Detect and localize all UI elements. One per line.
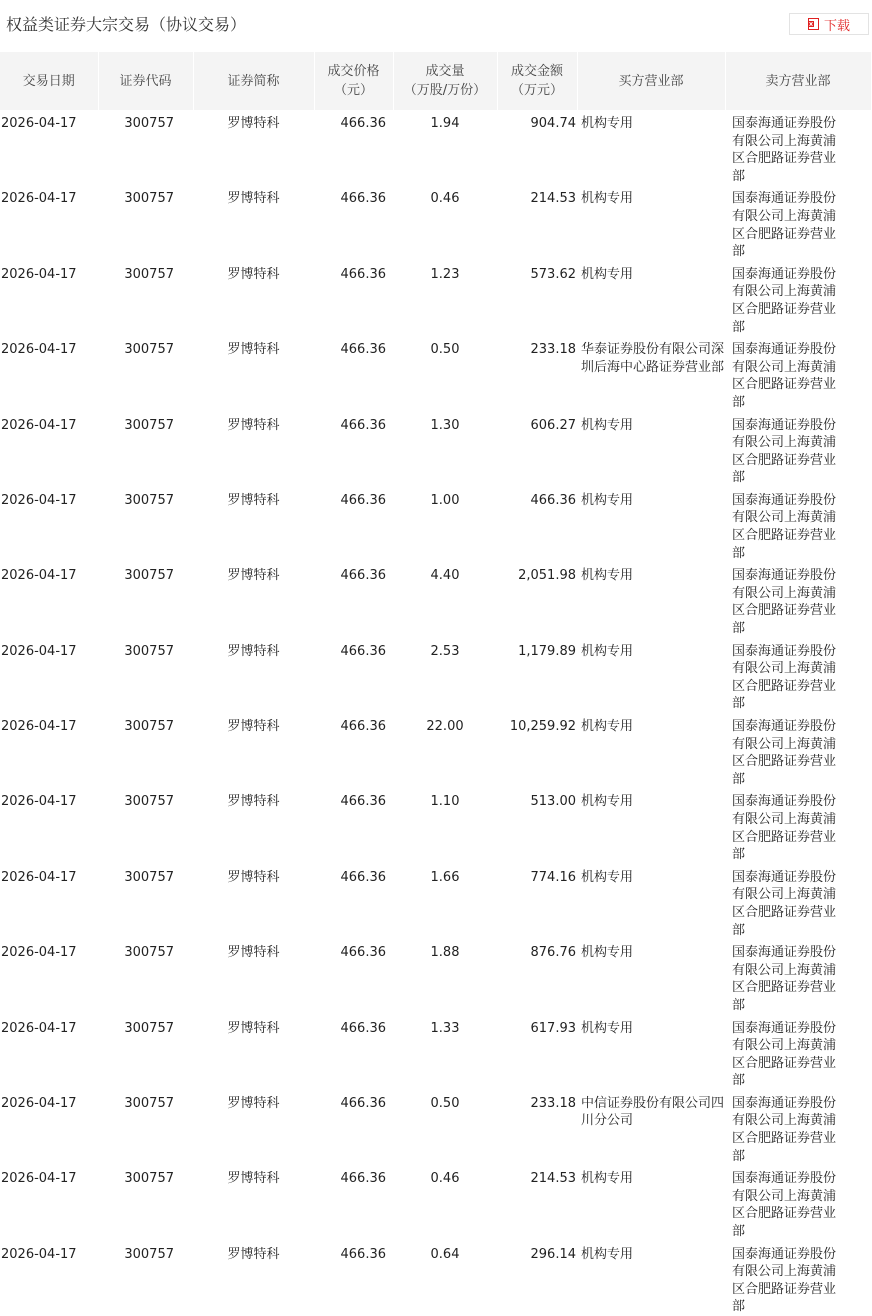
cell-name: 罗博特科 [227, 1020, 280, 1036]
cell-volume: 1.94 [430, 116, 460, 131]
cell-code: 300757 [124, 342, 174, 358]
column-header-label: 卖方营业部 [765, 73, 831, 89]
cell-volume: 2.53 [430, 643, 460, 659]
column-header-price [314, 52, 393, 110]
cell-amount: 1,179.89 [518, 643, 576, 659]
cell-name: 罗博特科 [227, 945, 280, 961]
column-header-date [0, 52, 98, 110]
cell-volume: 1.33 [430, 1020, 460, 1036]
block-trade-table [0, 52, 872, 1316]
cell-seller: 国泰海通证券股份有限公司上海黄浦区合肥路证券营业部 [732, 794, 837, 863]
cell-date: 2026-04-17 [1, 492, 77, 508]
cell-seller: 国泰海通证券股份有限公司上海黄浦区合肥路证券营业部 [732, 1171, 837, 1240]
cell-date: 2026-04-17 [1, 945, 77, 961]
cell-amount: 214.53 [530, 191, 576, 207]
column-header-label: （元） [333, 83, 373, 98]
cell-volume: 1.66 [430, 869, 460, 885]
cell-code: 300757 [124, 945, 174, 961]
cell-volume: 1.10 [430, 794, 460, 810]
table-row [0, 110, 871, 185]
table-row [0, 1015, 871, 1090]
cell-name: 罗博特科 [227, 342, 280, 358]
column-header-label: 买方营业部 [618, 73, 684, 89]
cell-code: 300757 [124, 1171, 174, 1187]
cell-seller: 国泰海通证券股份有限公司上海黄浦区合肥路证券营业部 [732, 719, 837, 787]
cell-buyer: 机构专用 [581, 1171, 634, 1187]
cell-volume: 1.88 [430, 945, 460, 961]
cell-price: 466.36 [340, 794, 386, 810]
cell-code: 300757 [124, 1095, 174, 1111]
cell-seller: 国泰海通证券股份有限公司上海黄浦区合肥路证券营业部 [732, 417, 837, 486]
cell-buyer: 机构专用 [581, 1020, 634, 1036]
cell-amount: 296.14 [530, 1246, 576, 1262]
cell-seller: 国泰海通证券股份有限公司上海黄浦区合肥路证券营业部 [732, 492, 837, 561]
cell-price: 466.36 [340, 945, 386, 961]
table-row [0, 1090, 871, 1165]
cell-code: 300757 [124, 719, 174, 734]
cell-code: 300757 [124, 643, 174, 659]
cell-buyer: 机构专用 [581, 568, 634, 584]
cell-name: 罗博特科 [227, 266, 280, 282]
cell-date: 2026-04-17 [1, 116, 77, 131]
cell-seller: 国泰海通证券股份有限公司上海黄浦区合肥路证券营业部 [732, 191, 837, 260]
cell-buyer: 机构专用 [581, 266, 634, 282]
table-row [0, 864, 871, 939]
cell-code: 300757 [124, 417, 174, 433]
cell-volume: 4.40 [430, 568, 460, 584]
column-header-label: （万元） [510, 83, 563, 98]
excel-file-icon [808, 18, 819, 30]
download-button[interactable] [789, 13, 869, 35]
cell-price: 466.36 [340, 1020, 386, 1036]
cell-date: 2026-04-17 [1, 342, 77, 358]
cell-date: 2026-04-17 [1, 1020, 77, 1036]
cell-date: 2026-04-17 [1, 1246, 77, 1262]
cell-name: 罗博特科 [227, 869, 280, 885]
cell-code: 300757 [124, 1020, 174, 1036]
table-header-row [0, 52, 871, 110]
cell-amount: 466.36 [530, 492, 576, 508]
cell-buyer: 中信证券股份有限公司四川分公司 [581, 1095, 725, 1129]
cell-volume: 0.50 [430, 342, 460, 358]
cell-code: 300757 [124, 492, 174, 508]
column-header-volume [393, 52, 497, 110]
cell-seller: 国泰海通证券股份有限公司上海黄浦区合肥路证券营业部 [732, 1095, 837, 1164]
cell-date: 2026-04-17 [1, 1095, 77, 1111]
cell-price: 466.36 [340, 266, 386, 282]
column-header-label: 成交金额 [510, 64, 563, 79]
column-header-buyer [577, 52, 725, 110]
cell-buyer: 机构专用 [581, 191, 634, 207]
cell-name: 罗博特科 [227, 719, 280, 734]
table-row [0, 562, 871, 637]
cell-volume: 22.00 [426, 719, 464, 734]
cell-volume: 1.30 [430, 417, 460, 433]
cell-code: 300757 [124, 266, 174, 282]
cell-amount: 2,051.98 [518, 568, 576, 584]
cell-price: 466.36 [340, 492, 386, 508]
cell-price: 466.36 [340, 1095, 386, 1111]
table-row [0, 638, 871, 713]
cell-date: 2026-04-17 [1, 1171, 77, 1187]
cell-name: 罗博特科 [227, 116, 280, 131]
table-row [0, 788, 871, 863]
cell-price: 466.36 [340, 719, 386, 734]
cell-seller: 国泰海通证券股份有限公司上海黄浦区合肥路证券营业部 [732, 869, 837, 938]
cell-price: 466.36 [340, 191, 386, 207]
cell-name: 罗博特科 [227, 643, 280, 659]
cell-code: 300757 [124, 1246, 174, 1262]
table-body [0, 110, 871, 1316]
cell-name: 罗博特科 [227, 417, 280, 433]
table-row [0, 336, 871, 411]
cell-buyer: 机构专用 [581, 945, 634, 961]
page-title: 权益类证券大宗交易（协议交易） [6, 15, 247, 34]
table-row [0, 487, 871, 562]
cell-price: 466.36 [340, 342, 386, 358]
table-row [0, 713, 871, 788]
column-header-label: （万股/万份） [403, 83, 487, 98]
table-row [0, 939, 871, 1014]
cell-date: 2026-04-17 [1, 794, 77, 810]
cell-amount: 876.76 [530, 945, 576, 961]
cell-name: 罗博特科 [227, 1171, 280, 1187]
table-row [0, 1241, 871, 1316]
cell-amount: 573.62 [530, 266, 576, 282]
cell-amount: 513.00 [530, 794, 576, 810]
cell-seller: 国泰海通证券股份有限公司上海黄浦区合肥路证券营业部 [732, 1020, 837, 1089]
cell-amount: 10,259.92 [509, 719, 576, 734]
cell-date: 2026-04-17 [1, 869, 77, 885]
cell-seller: 国泰海通证券股份有限公司上海黄浦区合肥路证券营业部 [732, 643, 837, 712]
cell-volume: 1.23 [430, 266, 460, 282]
cell-code: 300757 [124, 191, 174, 207]
cell-seller: 国泰海通证券股份有限公司上海黄浦区合肥路证券营业部 [732, 116, 837, 184]
table-row [0, 412, 871, 487]
cell-date: 2026-04-17 [1, 568, 77, 584]
cell-code: 300757 [124, 794, 174, 810]
cell-buyer: 机构专用 [581, 1246, 634, 1262]
column-header-label: 证券代码 [119, 73, 172, 89]
cell-amount: 617.93 [530, 1020, 576, 1036]
table-row [0, 185, 871, 260]
cell-amount: 606.27 [530, 417, 576, 433]
cell-name: 罗博特科 [227, 1095, 280, 1111]
cell-amount: 233.18 [530, 342, 576, 358]
column-header-seller [725, 52, 871, 110]
cell-price: 466.36 [340, 1171, 386, 1187]
cell-price: 466.36 [340, 643, 386, 659]
cell-date: 2026-04-17 [1, 643, 77, 659]
cell-buyer: 机构专用 [581, 719, 634, 734]
cell-price: 466.36 [340, 116, 386, 131]
column-header-label: 成交量 [425, 64, 465, 79]
table-row [0, 261, 871, 336]
cell-seller: 国泰海通证券股份有限公司上海黄浦区合肥路证券营业部 [732, 945, 837, 1013]
cell-buyer: 华泰证券股份有限公司深圳后海中心路证券营业部 [581, 342, 725, 375]
cell-seller: 国泰海通证券股份有限公司上海黄浦区合肥路证券营业部 [732, 568, 837, 637]
cell-name: 罗博特科 [227, 191, 280, 207]
cell-name: 罗博特科 [227, 794, 280, 810]
cell-amount: 233.18 [530, 1095, 576, 1111]
cell-seller: 国泰海通证券股份有限公司上海黄浦区合肥路证券营业部 [732, 266, 837, 335]
cell-buyer: 机构专用 [581, 116, 634, 131]
cell-date: 2026-04-17 [1, 266, 77, 282]
cell-buyer: 机构专用 [581, 794, 634, 810]
cell-price: 466.36 [340, 869, 386, 885]
cell-price: 466.36 [340, 568, 386, 584]
column-header-label: 成交价格 [327, 64, 380, 79]
cell-amount: 904.74 [530, 116, 576, 131]
cell-volume: 0.46 [430, 1171, 460, 1187]
cell-name: 罗博特科 [227, 568, 280, 584]
cell-buyer: 机构专用 [581, 643, 634, 659]
cell-date: 2026-04-17 [1, 719, 77, 734]
cell-name: 罗博特科 [227, 1246, 280, 1262]
cell-price: 466.36 [340, 417, 386, 433]
cell-volume: 0.46 [430, 191, 460, 207]
cell-amount: 774.16 [530, 869, 576, 885]
cell-amount: 214.53 [530, 1171, 576, 1187]
cell-buyer: 机构专用 [581, 869, 634, 885]
cell-volume: 1.00 [430, 492, 460, 508]
column-header-label: 交易日期 [22, 73, 75, 89]
cell-volume: 0.64 [430, 1246, 460, 1262]
cell-buyer: 机构专用 [581, 417, 634, 433]
cell-seller: 国泰海通证券股份有限公司上海黄浦区合肥路证券营业部 [732, 342, 837, 410]
cell-name: 罗博特科 [227, 492, 280, 508]
cell-price: 466.36 [340, 1246, 386, 1262]
cell-buyer: 机构专用 [581, 492, 634, 508]
cell-volume: 0.50 [430, 1095, 460, 1111]
cell-date: 2026-04-17 [1, 417, 77, 433]
cell-seller: 国泰海通证券股份有限公司上海黄浦区合肥路证券营业部 [732, 1246, 837, 1315]
cell-code: 300757 [124, 568, 174, 584]
table-row [0, 1165, 871, 1240]
cell-code: 300757 [124, 869, 174, 885]
cell-date: 2026-04-17 [1, 191, 77, 207]
column-header-name [193, 52, 314, 110]
column-header-amount [497, 52, 577, 110]
column-header-code [98, 52, 193, 110]
download-label: 下载 [823, 18, 850, 34]
cell-code: 300757 [124, 116, 174, 131]
column-header-label: 证券简称 [227, 73, 280, 89]
